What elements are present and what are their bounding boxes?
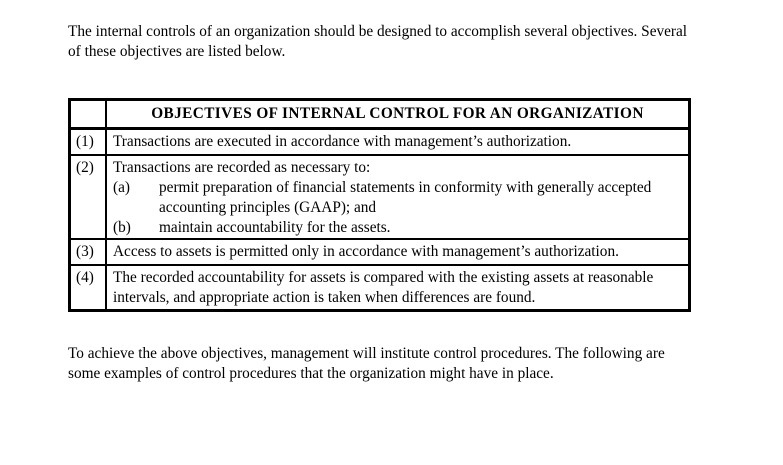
table-row — [70, 129, 690, 156]
sub-item-text: permit preparation of financial statements in conformity with generally accepted accounting principles (GAAP); and — [159, 179, 652, 216]
table-row — [70, 239, 690, 265]
sub-item-text: maintain accountability for the assets. — [159, 219, 391, 236]
row-number: (4) — [70, 265, 107, 311]
row-number: (3) — [70, 239, 107, 265]
sub-item-label: (b) — [113, 219, 131, 236]
sub-item — [113, 218, 682, 238]
table-row — [70, 265, 690, 311]
sub-item — [113, 178, 682, 218]
outro-paragraph: To achieve the above objectives, management will institute control procedures. The following are some examples of control procedures that the organization might have in place. — [68, 345, 665, 382]
objectives-table — [68, 98, 691, 312]
row-text: Access to assets is permitted only in accordance with management’s authorization. — [106, 239, 690, 265]
table-header: OBJECTIVES OF INTERNAL CONTROL FOR AN ORGANIZATION — [106, 100, 690, 129]
row-text: Transactions are recorded as necessary to: — [113, 159, 371, 176]
sub-item-label: (a) — [113, 179, 130, 196]
row-number: (1) — [70, 129, 107, 156]
row-text: The recorded accountability for assets is compared with the existing assets at reasonable intervals, and appropriate action is taken when differences are found. — [106, 265, 690, 311]
row-number: (2) — [70, 155, 107, 239]
row-cell — [106, 155, 690, 239]
header-number-cell — [70, 100, 107, 129]
row-text: Transactions are executed in accordance with management’s authorization. — [106, 129, 690, 156]
table-header-row — [70, 100, 690, 129]
table-row — [70, 155, 690, 239]
intro-paragraph: The internal controls of an organization should be designed to accomplish several objectives. Several of these objectives are listed below. — [68, 23, 688, 60]
